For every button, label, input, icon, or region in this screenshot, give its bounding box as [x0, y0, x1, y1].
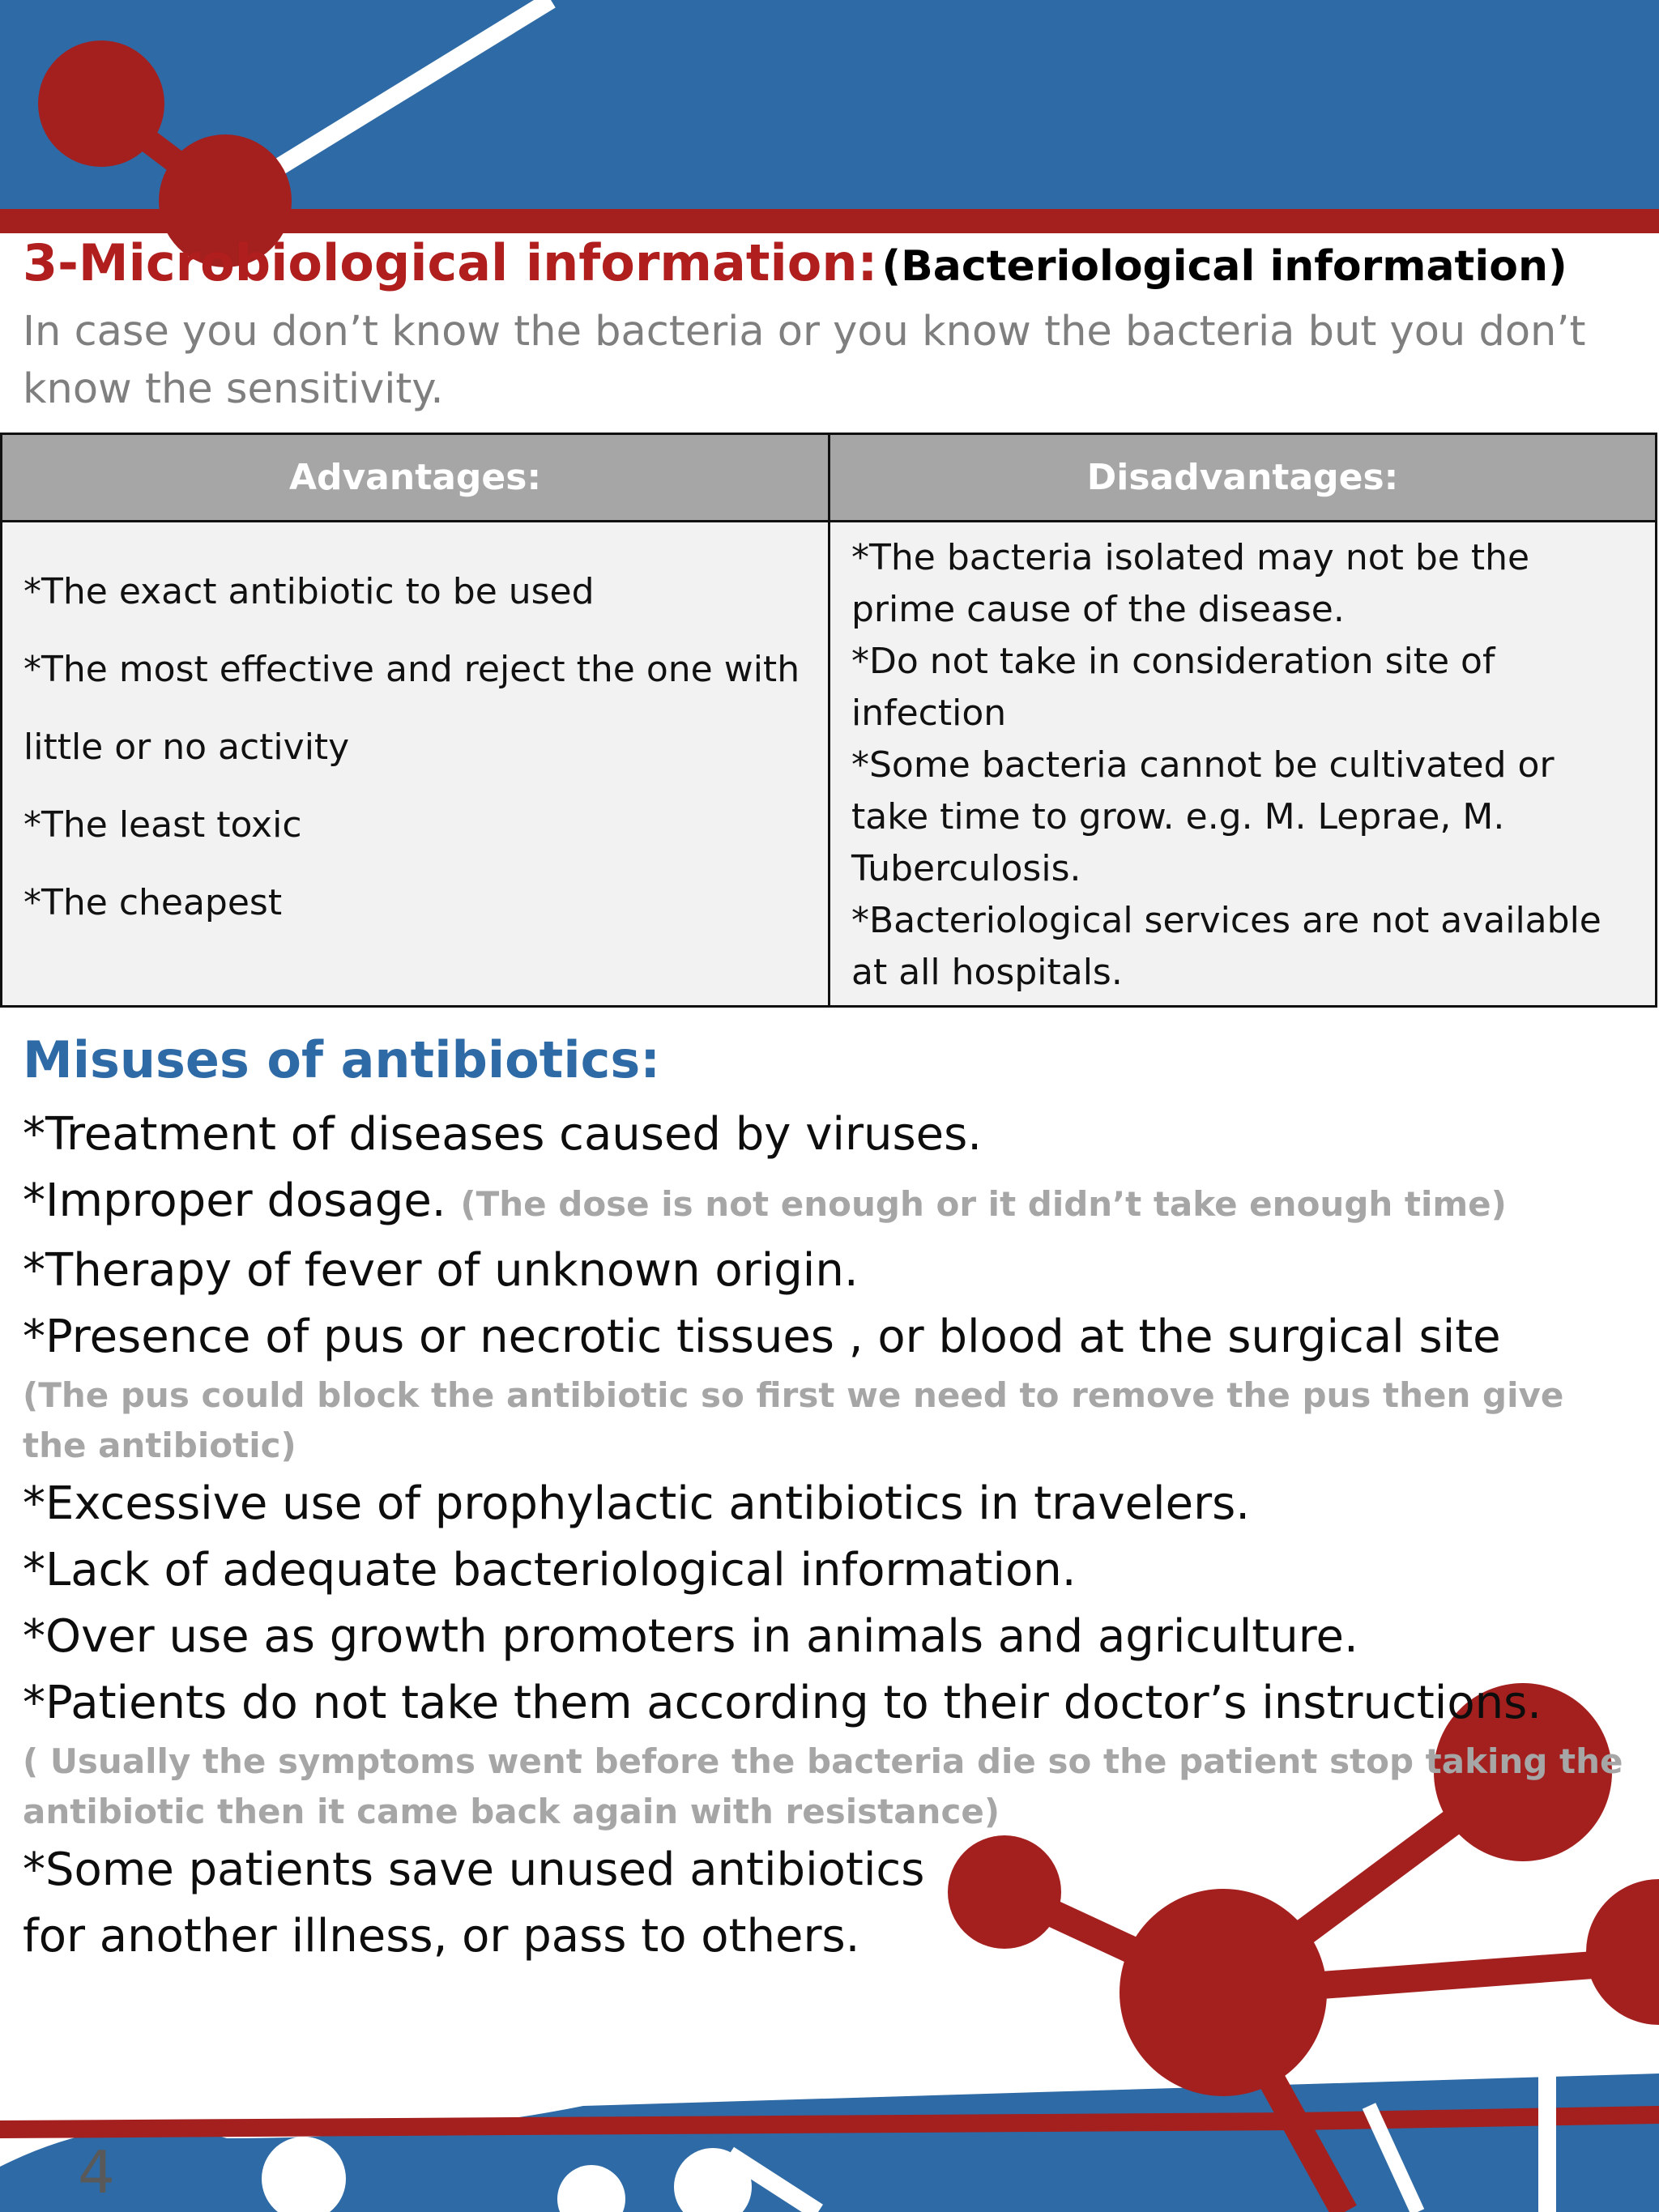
- advantage-item: *The cheapest: [23, 882, 283, 923]
- misuses-title: Misuses of antibiotics:: [23, 1030, 661, 1089]
- advantage-item: *The least toxic: [23, 804, 302, 846]
- table-header-disadvantages: Disadvantages:: [830, 435, 1655, 522]
- misuse-item: *Presence of pus or necrotic tissues , or blood at the surgical site: [23, 1311, 1501, 1363]
- advantage-item: *The most effective and reject the one with: [23, 649, 800, 690]
- disadvantage-item: *Do not take in consideration site of infection: [851, 641, 1495, 734]
- table-header-advantages: Advantages:: [2, 435, 830, 522]
- section-heading: [23, 233, 1567, 292]
- misuse-item-continued: for another illness, or pass to others.: [23, 1910, 860, 1963]
- section-title: 3-Microbiological information:: [23, 233, 878, 292]
- misuse-item: *Treatment of diseases caused by viruses.: [23, 1108, 983, 1161]
- misuse-note-dosage: (The dose is not enough or it didn’t take enough time): [460, 1184, 1507, 1224]
- advantage-item: little or no activity: [23, 727, 350, 768]
- section-subtitle: (Bacteriological information): [881, 242, 1567, 291]
- misuse-note-instructions: ( Usually the symptoms went before the bacteria die so the patient stop taking the antibiotic then it came back again with resistance): [23, 1741, 1623, 1831]
- misuse-item: *Lack of adequate bacteriological information.: [23, 1544, 1077, 1596]
- misuse-item: *Over use as growth promoters in animals and agriculture.: [23, 1610, 1358, 1663]
- misuse-item: *Patients do not take them according to their doctor’s instructions.: [23, 1677, 1542, 1729]
- misuse-item: *Therapy of fever of unknown origin.: [23, 1244, 859, 1297]
- disadvantages-cell: [830, 522, 1655, 1005]
- advantages-disadvantages-table: [0, 433, 1657, 1008]
- misuse-note-pus: (The pus could block the antibiotic so first we need to remove the pus then give the antibiotic): [23, 1375, 1564, 1465]
- disadvantage-item: *Bacteriological services are not available at all hospitals.: [851, 900, 1601, 993]
- misuse-item: *Some patients save unused antibiotics: [23, 1843, 925, 1896]
- molecule-node-top-left: [38, 40, 164, 167]
- misuse-item: *Improper dosage.: [23, 1174, 446, 1227]
- page-number: 4: [78, 2138, 115, 2206]
- misuse-item-dosage: [23, 1168, 1627, 1238]
- disadvantage-item: *The bacteria isolated may not be the prime cause of the disease.: [851, 537, 1530, 630]
- misuses-list: [23, 1102, 1627, 1970]
- disadvantage-item: *Some bacteria cannot be cultivated or take time to grow. e.g. M. Leprae, M. Tuberculosis.: [851, 744, 1555, 889]
- misuse-item: *Excessive use of prophylactic antibiotics in travelers.: [23, 1477, 1251, 1530]
- advantage-item: *The exact antibiotic to be used: [23, 571, 595, 612]
- advantages-cell: [2, 522, 830, 1005]
- section-intro: In case you don’t know the bacteria or you know the bacteria but you don’t know the sensitivity.: [23, 308, 1586, 413]
